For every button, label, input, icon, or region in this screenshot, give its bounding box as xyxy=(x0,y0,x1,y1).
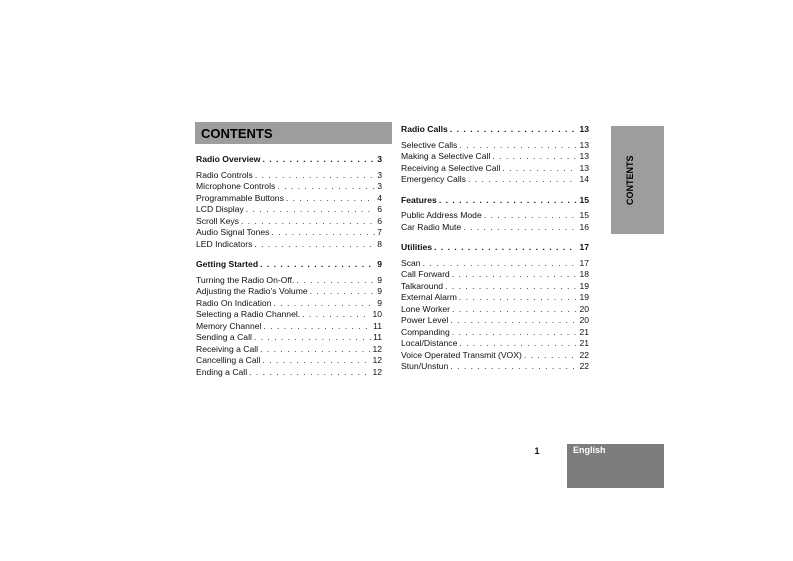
toc-section-heading[interactable] xyxy=(401,242,589,254)
toc-entry[interactable] xyxy=(196,216,382,228)
dot-leader xyxy=(459,140,577,152)
toc-entry-label: Call Forward xyxy=(401,269,450,279)
toc-entry[interactable] xyxy=(401,222,589,234)
toc-entry-label: LCD Display xyxy=(196,204,244,214)
dot-leader xyxy=(524,350,578,362)
toc-page-number: 11 xyxy=(373,320,382,331)
toc-page-number: 17 xyxy=(579,242,589,252)
toc-page-number: 3 xyxy=(377,169,382,180)
dot-leader xyxy=(241,216,375,228)
toc-entry[interactable] xyxy=(196,332,382,344)
toc-entry[interactable] xyxy=(401,327,589,339)
toc-entry[interactable] xyxy=(401,258,589,270)
toc-page-number: 15 xyxy=(579,194,589,205)
toc-left-column xyxy=(196,154,382,387)
toc-entry[interactable] xyxy=(401,338,589,350)
dot-leader xyxy=(450,361,577,373)
toc-entry[interactable] xyxy=(196,227,382,239)
dot-leader xyxy=(468,174,577,186)
toc-entry[interactable] xyxy=(196,286,382,298)
toc-page-number: 4 xyxy=(377,192,382,203)
toc-entry[interactable] xyxy=(196,204,382,216)
toc-page-number: 15 xyxy=(579,210,589,220)
toc-entry-label: Radio On Indication xyxy=(196,297,272,308)
toc-entry-label: Selecting a Radio Channel. xyxy=(196,309,301,319)
dot-leader xyxy=(450,124,578,136)
toc-entry-label: Voice Operated Transmit (VOX) xyxy=(401,349,522,360)
dot-leader xyxy=(463,222,577,234)
toc-section-title: Features xyxy=(401,194,437,205)
toc-page-number: 9 xyxy=(377,274,382,285)
toc-section xyxy=(401,195,589,234)
toc-section-heading[interactable] xyxy=(401,124,589,136)
dot-leader xyxy=(459,292,578,304)
toc-page-number: 21 xyxy=(579,338,589,348)
toc-page-number: 13 xyxy=(579,139,589,150)
toc-page-number: 11 xyxy=(373,332,382,342)
toc-entry[interactable] xyxy=(401,315,589,327)
toc-page-number: 13 xyxy=(579,151,589,161)
toc-section xyxy=(196,154,382,250)
toc-entry[interactable] xyxy=(401,269,589,281)
toc-page-number: 12 xyxy=(372,343,382,354)
language-box xyxy=(567,444,664,488)
toc-entry[interactable] xyxy=(196,309,382,321)
toc-section-heading[interactable] xyxy=(196,259,382,271)
dot-leader xyxy=(271,227,375,239)
toc-entry[interactable] xyxy=(401,292,589,304)
toc-page-number: 12 xyxy=(372,366,382,377)
dot-leader xyxy=(263,355,371,367)
toc-entry[interactable] xyxy=(196,193,382,205)
dot-leader xyxy=(260,259,375,271)
dot-leader xyxy=(249,367,370,379)
toc-page-number: 19 xyxy=(579,292,589,302)
toc-entry-label: Ending a Call xyxy=(196,366,248,377)
side-tab-label: CONTENTS xyxy=(625,155,635,205)
dot-leader xyxy=(254,332,371,344)
dot-leader xyxy=(246,204,375,216)
toc-page-number: 6 xyxy=(377,204,382,214)
toc-page-number: 13 xyxy=(579,162,589,173)
toc-entry[interactable] xyxy=(196,298,382,310)
dot-leader xyxy=(310,286,376,298)
dot-leader xyxy=(445,281,577,293)
toc-entry[interactable] xyxy=(196,344,382,356)
toc-page-number: 13 xyxy=(579,124,589,134)
toc-entry-label: Car Radio Mute xyxy=(401,221,462,232)
toc-entry-label: Adjusting the Radio’s Volume xyxy=(196,286,308,296)
toc-entry-label: Scan xyxy=(401,257,421,268)
toc-page-number: 9 xyxy=(377,259,382,269)
toc-page-number: 18 xyxy=(579,269,589,279)
toc-right-column xyxy=(401,124,589,382)
toc-entry-label: Receiving a Call xyxy=(196,343,259,354)
dot-leader xyxy=(450,315,577,327)
toc-entry-label: Sending a Call xyxy=(196,332,252,342)
toc-entry[interactable] xyxy=(196,321,382,333)
toc-section-title: Utilities xyxy=(401,242,433,252)
dot-leader xyxy=(452,269,578,281)
toc-entry-label: Selective Calls xyxy=(401,139,458,150)
toc-page-number: 10 xyxy=(372,309,382,319)
toc-entry-label: Emergency Calls xyxy=(401,174,466,184)
dot-leader xyxy=(423,258,578,270)
toc-entry-label: Stun/Unstun xyxy=(401,361,449,371)
toc-page-number: 3 xyxy=(377,154,382,164)
toc-entry-label: Talkaround xyxy=(401,280,444,291)
toc-entry-label: Turning the Radio On-Off. xyxy=(196,274,295,285)
dot-leader xyxy=(484,210,578,222)
toc-section xyxy=(401,124,589,186)
toc-entry-label: Cancelling a Call xyxy=(196,355,261,365)
toc-page-number: 22 xyxy=(579,361,589,371)
toc-section-heading[interactable] xyxy=(196,154,382,166)
toc-page-number: 22 xyxy=(579,349,589,360)
dot-leader xyxy=(255,170,375,182)
dot-leader xyxy=(296,275,375,287)
toc-entry[interactable] xyxy=(401,350,589,362)
toc-entry[interactable] xyxy=(401,140,589,152)
toc-page-number: 6 xyxy=(377,215,382,226)
dot-leader xyxy=(263,321,371,333)
toc-entry[interactable] xyxy=(196,367,382,379)
toc-entry[interactable] xyxy=(401,210,589,222)
toc-section xyxy=(196,259,382,378)
toc-entry[interactable] xyxy=(401,281,589,293)
toc-page-number: 3 xyxy=(377,181,382,191)
dot-leader xyxy=(492,151,577,163)
toc-entry[interactable] xyxy=(401,163,589,175)
toc-entry[interactable] xyxy=(401,304,589,316)
toc-entry-label: Public Address Mode xyxy=(401,210,482,220)
dot-leader xyxy=(502,163,577,175)
dot-leader xyxy=(302,309,370,321)
dot-leader xyxy=(260,344,370,356)
toc-entry-label: Audio Signal Tones xyxy=(196,227,270,237)
dot-leader xyxy=(273,298,375,310)
toc-page-number: 16 xyxy=(579,221,589,232)
page-number: 1 xyxy=(534,446,540,456)
toc-entry[interactable] xyxy=(196,355,382,367)
toc-section-title: Radio Overview xyxy=(196,154,261,164)
dot-leader xyxy=(277,181,375,193)
dot-leader xyxy=(254,239,375,251)
toc-section-title: Radio Calls xyxy=(401,124,448,134)
toc-page-number: 14 xyxy=(579,174,589,184)
toc-entry[interactable] xyxy=(196,181,382,193)
toc-entry-label: Radio Controls xyxy=(196,169,253,180)
toc-entry-label: Power Level xyxy=(401,315,449,325)
toc-entry-label: Receiving a Selective Call xyxy=(401,162,501,173)
toc-entry-label: Companding xyxy=(401,326,450,337)
toc-entry[interactable] xyxy=(196,239,382,251)
dot-leader xyxy=(262,154,375,166)
language-label: English xyxy=(573,445,606,455)
toc-section-heading[interactable] xyxy=(401,195,589,207)
dot-leader xyxy=(452,304,577,316)
toc-entry[interactable] xyxy=(196,275,382,287)
toc-page-number: 7 xyxy=(377,227,382,237)
toc-entry[interactable] xyxy=(401,174,589,186)
dot-leader xyxy=(439,195,578,207)
toc-page-number: 17 xyxy=(579,257,589,268)
toc-entry[interactable] xyxy=(401,151,589,163)
toc-section xyxy=(401,242,589,373)
toc-section-title: Getting Started xyxy=(196,259,259,269)
toc-entry-label: Making a Selective Call xyxy=(401,151,491,161)
toc-page-number: 9 xyxy=(377,286,382,296)
toc-entry-label: Scroll Keys xyxy=(196,215,239,226)
toc-entry-label: Memory Channel xyxy=(196,320,262,331)
page-title: CONTENTS xyxy=(201,126,273,141)
toc-entry-label: Local/Distance xyxy=(401,338,458,348)
toc-page-number: 20 xyxy=(579,315,589,325)
toc-entry[interactable] xyxy=(196,170,382,182)
toc-page-number: 19 xyxy=(579,280,589,291)
toc-page-number: 12 xyxy=(372,355,382,365)
toc-entry-label: Microphone Controls xyxy=(196,181,276,191)
contents-side-tab xyxy=(611,126,664,234)
toc-page-number: 20 xyxy=(579,303,589,314)
dot-leader xyxy=(286,193,375,205)
dot-leader xyxy=(434,242,577,254)
toc-page-number: 21 xyxy=(579,326,589,337)
dot-leader xyxy=(459,338,577,350)
dot-leader xyxy=(452,327,578,339)
toc-entry-label: LED Indicators xyxy=(196,238,253,249)
toc-entry-label: External Alarm xyxy=(401,292,457,302)
toc-entry-label: Lone Worker xyxy=(401,303,451,314)
toc-page-number: 8 xyxy=(377,238,382,249)
toc-entry[interactable] xyxy=(401,361,589,373)
toc-page-number: 9 xyxy=(377,297,382,308)
toc-entry-label: Programmable Buttons xyxy=(196,192,284,203)
contents-banner xyxy=(195,122,392,144)
